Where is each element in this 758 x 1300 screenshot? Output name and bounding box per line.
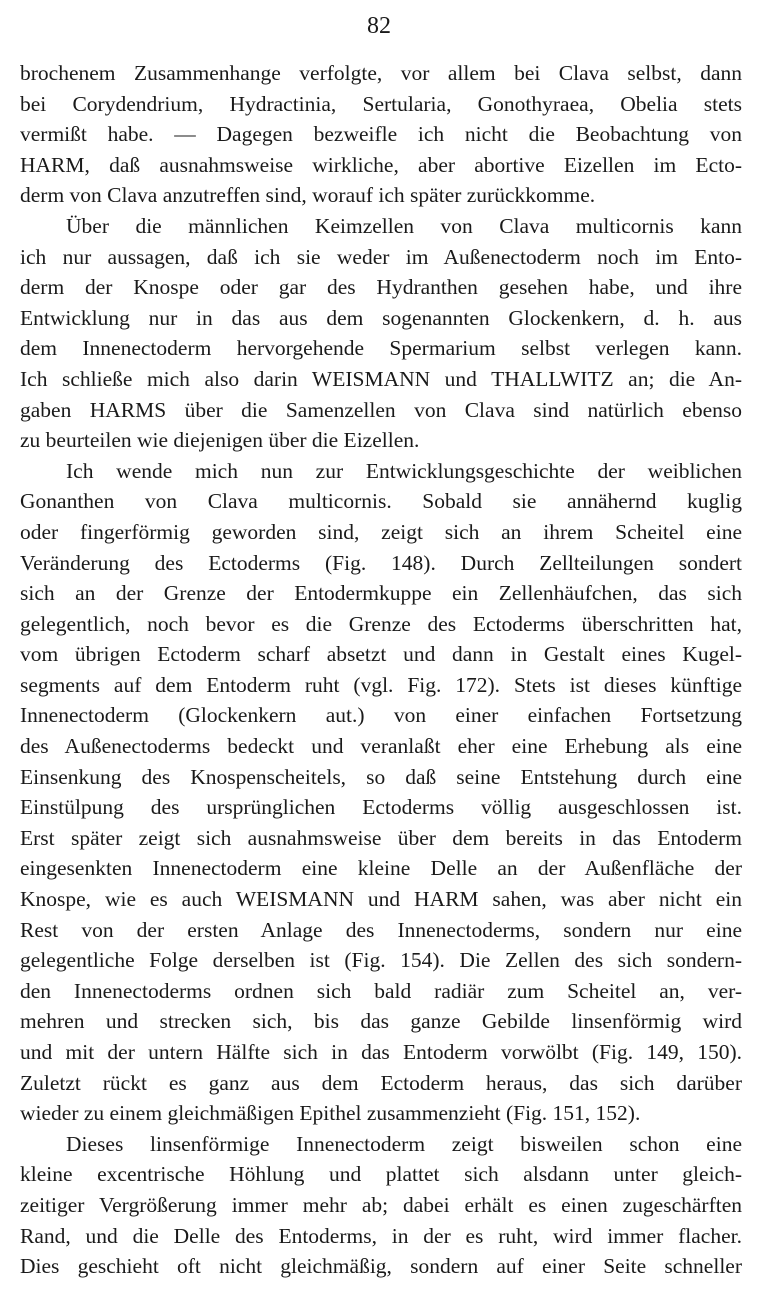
text-line: oder fingerförmig geworden sind, zeigt sich an ihrem Scheitel eine xyxy=(20,519,742,544)
text-line: derm der Knospe oder gar des Hydranthen gesehen habe, und ihre xyxy=(20,275,742,300)
text-line: Ich schließe mich also darin WEISMANN und THALLWITZ an; die An- xyxy=(20,366,742,391)
text-line: gelegentlich, noch bevor es die Grenze des Ectoderms überschritten hat, xyxy=(20,611,742,636)
text-line: ich nur aussagen, daß ich sie weder im Außenectoderm noch im Ento- xyxy=(20,244,742,269)
text-line: Dieses linsenförmige Innenectoderm zeigt bisweilen schon eine xyxy=(66,1131,742,1156)
text-line: Knospe, wie es auch WEISMANN und HARM sahen, was aber nicht ein xyxy=(20,887,742,912)
text-line: Rand, und die Delle des Entoderms, in der es ruht, wird immer flacher. xyxy=(20,1223,742,1248)
text-line: zeitiger Vergrößerung immer mehr ab; dabei erhält es einen zugeschärften xyxy=(20,1192,742,1217)
text-line: mehren und strecken sich, bis das ganze Gebilde linsenförmig wird xyxy=(20,1009,742,1034)
text-line: und mit der untern Hälfte sich in das Entoderm vorwölbt (Fig. 149, 150). xyxy=(20,1040,742,1064)
text-line: Dies geschieht oft nicht gleichmäßig, sondern auf einer Seite schneller xyxy=(20,1254,742,1279)
text-line: brochenem Zusammenhange verfolgte, vor allem bei Clava selbst, dann xyxy=(20,61,742,85)
text-line: Einstülpung des ursprünglichen Ectoderms völlig ausgeschlossen ist. xyxy=(20,795,742,820)
text-line: Veränderung des Ectoderms (Fig. 148). Durch Zellteilungen sondert xyxy=(20,550,742,575)
body-text xyxy=(20,58,742,1282)
text-line: vom übrigen Ectoderm scharf absetzt und dann in Gestalt eines Kugel- xyxy=(20,642,742,667)
text-line: Rest von der ersten Anlage des Innenectoderms, sondern nur eine xyxy=(20,917,742,942)
text-line: gaben HARMS über die Samenzellen von Clava sind natürlich ebenso xyxy=(20,397,742,422)
text-line: eingesenkten Innenectoderm eine kleine Delle an der Außenfläche der xyxy=(20,856,742,881)
text-line: HARM, daß ausnahmsweise wirkliche, aber abortive Eizellen im Ecto- xyxy=(20,152,742,177)
text-line: kleine excentrische Höhlung und plattet sich alsdann unter gleich- xyxy=(20,1162,742,1187)
text-line: dem Innenectoderm hervorgehende Spermarium selbst verlegen kann. xyxy=(20,336,742,361)
text-line: Erst später zeigt sich ausnahmsweise über dem bereits in das Entoderm xyxy=(20,825,742,850)
text-line: Zuletzt rückt es ganz aus dem Ectoderm heraus, das sich darüber xyxy=(20,1070,742,1095)
text-line: vermißt habe. — Dagegen bezweifle ich nicht die Beobachtung von xyxy=(20,122,742,147)
text-line: den Innenectoderms ordnen sich bald radiär zum Scheitel an, ver- xyxy=(20,978,742,1003)
text-line: Gonanthen von Clava multicornis. Sobald sie annähernd kuglig xyxy=(20,489,742,514)
text-line: Über die männlichen Keimzellen von Clava multicornis kann xyxy=(66,213,742,238)
text-line: segments auf dem Entoderm ruht (vgl. Fig. 172). Stets ist dieses künftige xyxy=(20,672,742,697)
text-line: Ich wende mich nun zur Entwicklungsgeschichte der weiblichen xyxy=(66,458,742,483)
text-line: Einsenkung des Knospenscheitels, so daß seine Entstehung durch eine xyxy=(20,764,742,789)
text-line: bei Corydendrium, Hydractinia, Sertularia, Gonothyraea, Obelia stets xyxy=(20,91,742,116)
text-line: zu beurteilen wie diejenigen über die Eizellen. xyxy=(20,428,420,453)
text-line: Innenectoderm (Glockenkern aut.) von einer einfachen Fortsetzung xyxy=(20,703,742,728)
text-line: gelegentliche Folge derselben ist (Fig. 154). Die Zellen des sich sondern- xyxy=(20,948,742,973)
text-line: Entwicklung nur in das aus dem sogenannten Glockenkern, d. h. aus xyxy=(20,305,742,330)
text-line: des Außenectoderms bedeckt und veranlaßt eher eine Erhebung als eine xyxy=(20,734,742,759)
text-line: wieder zu einem gleichmäßigen Epithel zusammenzieht (Fig. 151, 152). xyxy=(20,1101,641,1126)
page-number: 82 xyxy=(367,13,391,39)
text-line: sich an der Grenze der Entodermkuppe ein Zellenhäufchen, das sich xyxy=(20,581,742,606)
text-line: derm von Clava anzutreffen sind, worauf ich später zurückkomme. xyxy=(20,183,596,208)
